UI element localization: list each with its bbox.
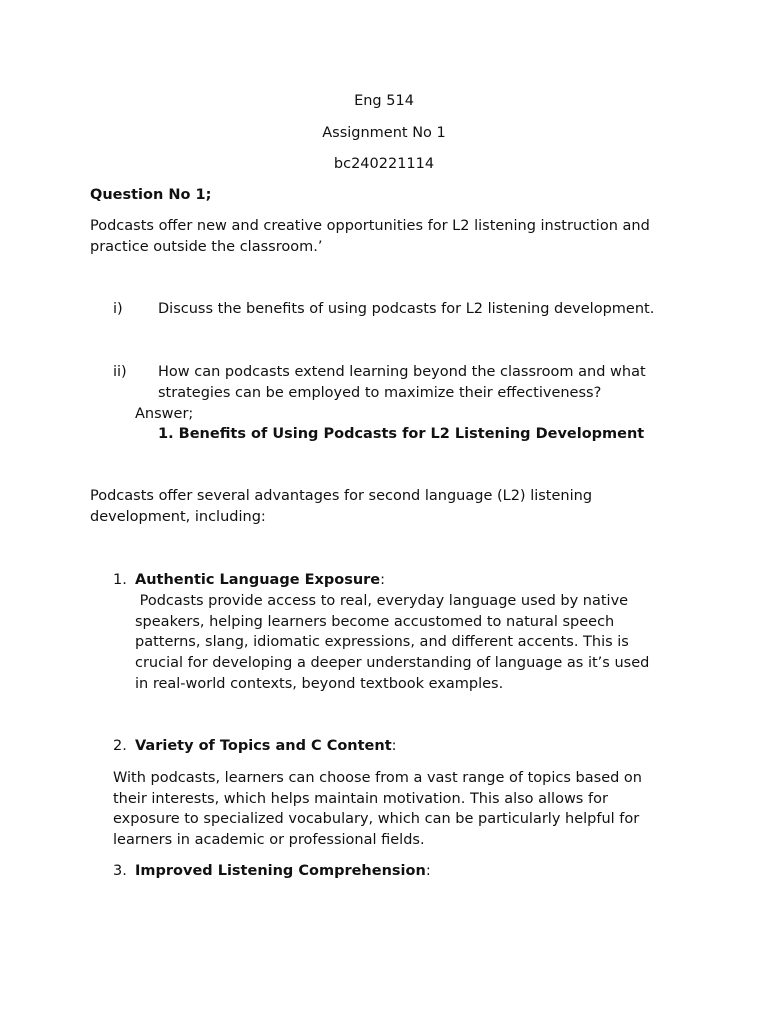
point-body-line: learners in academic or professional fields.: [113, 832, 425, 848]
part-text: Discuss the benefits of using podcasts for L2 listening development.: [158, 301, 655, 317]
point-title: Improved Listening Comprehension: [135, 863, 426, 879]
point-colon: :: [380, 572, 386, 588]
point-title: Authentic Language Exposure: [135, 572, 381, 588]
assignment-title: Assignment No 1: [322, 125, 446, 141]
point-title-line: [135, 570, 385, 591]
section-heading: 1. Benefits of Using Podcasts for L2 Listening Development: [158, 426, 645, 442]
answer-intro-line: Podcasts offer several advantages for second language (L2) listening: [90, 488, 593, 504]
answer-label: Answer;: [135, 406, 194, 422]
list-number: 2.: [113, 738, 127, 754]
answer-intro-line: development, including:: [90, 509, 266, 525]
point-body-line: their interests, which helps maintain motivation. This also allows for: [113, 791, 608, 807]
point-body-line: in real-world contexts, beyond textbook examples.: [135, 676, 504, 692]
point-body-line: crucial for developing a deeper understanding of language as it’s used: [135, 655, 650, 671]
point-body-line: Podcasts provide access to real, everyday language used by native: [135, 593, 629, 609]
course-code: Eng 514: [354, 93, 414, 109]
part-text: How can podcasts extend learning beyond the classroom and what: [158, 364, 646, 380]
part-marker: i): [113, 301, 123, 317]
point-title: Variety of Topics and C Content: [135, 738, 392, 754]
point-colon: :: [391, 738, 397, 754]
point-body-line: With podcasts, learners can choose from a vast range of topics based on: [113, 770, 642, 786]
point-body-line: speakers, helping learners become accustomed to natural speech: [135, 614, 615, 630]
point-title-line: [135, 736, 397, 757]
question-intro-line: practice outside the classroom.’: [90, 239, 323, 255]
question-heading: Question No 1;: [90, 187, 212, 203]
part-text: strategies can be employed to maximize their effectiveness?: [158, 385, 602, 401]
point-body-line: exposure to specialized vocabulary, which can be particularly helpful for: [113, 811, 640, 827]
point-colon: :: [425, 863, 431, 879]
part-marker: ii): [113, 364, 127, 380]
list-number: 1.: [113, 572, 127, 588]
student-id: bc240221114: [333, 156, 435, 172]
point-body-line: patterns, slang, idiomatic expressions, and different accents. This is: [135, 634, 629, 650]
list-number: 3.: [113, 863, 127, 879]
point-title-line: [135, 861, 431, 882]
question-intro-line: Podcasts offer new and creative opportunities for L2 listening instruction and: [90, 218, 650, 234]
